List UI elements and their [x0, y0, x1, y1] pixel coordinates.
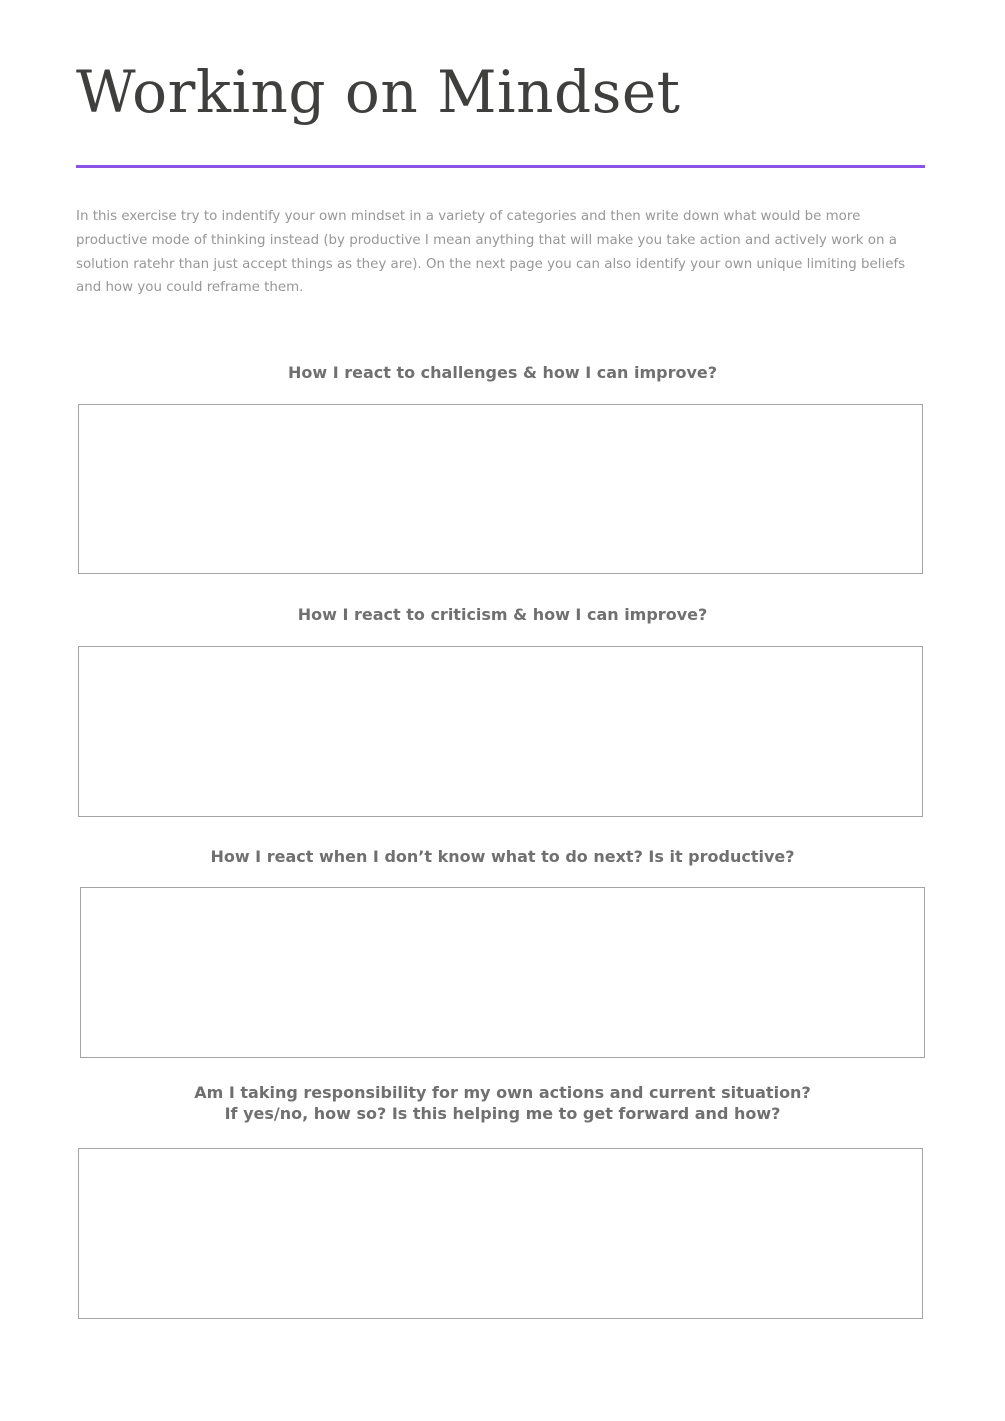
- question-line: How I react to challenges & how I can improve?: [287, 363, 718, 382]
- answer-box-challenges[interactable]: [78, 404, 923, 574]
- answer-box-criticism[interactable]: [78, 646, 923, 817]
- answer-box-responsibility[interactable]: [78, 1148, 923, 1319]
- question-line: If yes/no, how so? Is this helping me to get forward and how?: [224, 1104, 781, 1123]
- title-divider: [76, 165, 925, 168]
- answer-box-next-steps[interactable]: [80, 887, 925, 1058]
- question-line: How I react to criticism & how I can improve?: [297, 605, 708, 624]
- question-criticism: [0, 604, 1005, 625]
- question-line: Am I taking responsibility for my own actions and current situation?: [194, 1083, 811, 1102]
- intro-paragraph: In this exercise try to indentify your own mindset in a variety of categories and then write down what would be more productive mode of thinking instead (by productive I mean anything that will make you take action and actively work on a solution ratehr than just accept things as they are). On the next page you can also identify your own unique limiting beliefs and how you could reframe them.: [76, 209, 906, 296]
- question-next-steps: [0, 846, 1005, 867]
- page-title: Working on Mindset: [76, 58, 681, 126]
- question-line: How I react when I don’t know what to do next? Is it productive?: [210, 847, 795, 866]
- question-responsibility: [0, 1082, 1005, 1124]
- question-challenges: [0, 362, 1005, 383]
